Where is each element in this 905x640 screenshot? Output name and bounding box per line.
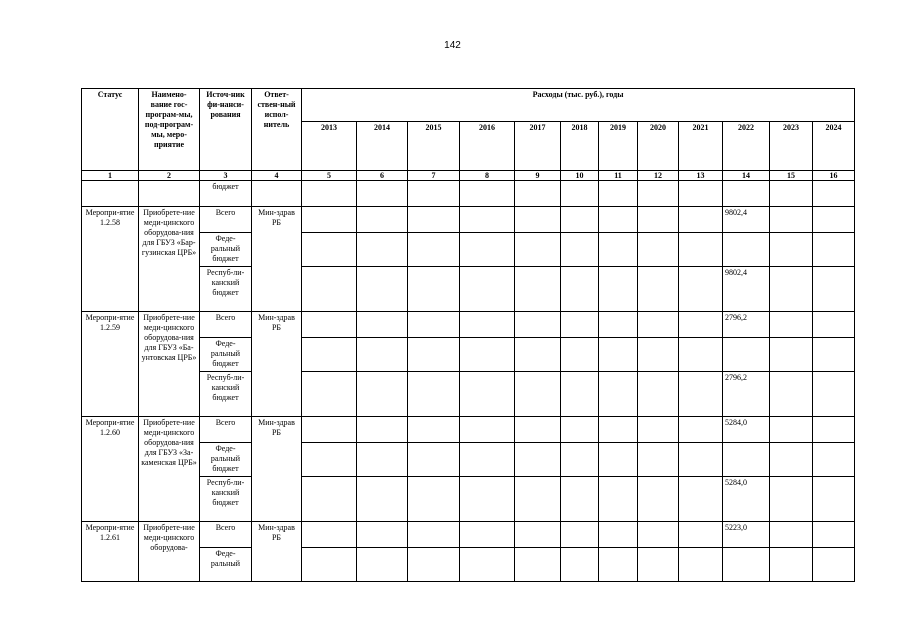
column-number: 3 [200, 171, 252, 181]
year-value-cell [408, 338, 460, 372]
year-value-cell [679, 338, 723, 372]
year-value-cell [302, 312, 357, 338]
year-value-cell [408, 233, 460, 267]
year-value-cell [770, 267, 813, 312]
year-value-cell [599, 372, 638, 417]
table-row [82, 312, 855, 338]
year-value-cell [679, 372, 723, 417]
year-value-cell [679, 522, 723, 548]
value-2022-cell: 2796,2 [723, 372, 770, 417]
table-row [82, 181, 855, 207]
measure-status-cell: Меропри-ятие 1.2.59 [82, 312, 139, 417]
value-2022-cell [723, 443, 770, 477]
year-value-cell [357, 443, 408, 477]
year-value-cell [460, 207, 515, 233]
year-value-cell [599, 233, 638, 267]
column-number: 16 [813, 171, 855, 181]
year-value-cell [813, 443, 855, 477]
year-value-cell [460, 477, 515, 522]
year-value-cell [302, 372, 357, 417]
column-number: 5 [302, 171, 357, 181]
year-value-cell [679, 548, 723, 582]
year-value-cell [357, 417, 408, 443]
year-value-cell [770, 338, 813, 372]
measure-status-cell: Меропри-ятие 1.2.60 [82, 417, 139, 522]
funding-source-cell: Всего [200, 417, 252, 443]
year-value-cell [638, 312, 679, 338]
year-value-cell [408, 548, 460, 582]
year-value-cell [561, 233, 599, 267]
year-value-cell [357, 312, 408, 338]
year-value-cell [638, 477, 679, 522]
year-value-cell [408, 312, 460, 338]
year-value-cell [638, 233, 679, 267]
year-value-cell [357, 233, 408, 267]
page-number: 142 [444, 40, 461, 51]
column-number: 12 [638, 171, 679, 181]
funding-source-cell: Феде-ральный [200, 548, 252, 582]
value-2022-cell: 5284,0 [723, 417, 770, 443]
value-2022-cell [723, 233, 770, 267]
year-value-cell [599, 312, 638, 338]
year-value-cell [770, 417, 813, 443]
year-value-cell [460, 372, 515, 417]
year-value-cell [561, 417, 599, 443]
year-value-cell [813, 548, 855, 582]
year-header: 2023 [770, 122, 813, 171]
column-number: 7 [408, 171, 460, 181]
year-value-cell [679, 477, 723, 522]
funding-source-cell: Всего [200, 207, 252, 233]
year-value-cell [561, 477, 599, 522]
year-value-cell [561, 372, 599, 417]
year-value-cell [302, 443, 357, 477]
year-header: 2020 [638, 122, 679, 171]
col-header-source: Источ-ник фи-нанси-рования [200, 89, 252, 171]
year-value-cell [813, 207, 855, 233]
header-row [82, 89, 855, 122]
year-value-cell [638, 443, 679, 477]
expenses-table [81, 88, 855, 582]
table-body [82, 181, 855, 582]
year-value-cell [813, 267, 855, 312]
value-2022-cell: 5223,0 [723, 522, 770, 548]
year-value-cell [408, 522, 460, 548]
funding-source-cell: Респуб-ли-канский бюджет [200, 477, 252, 522]
column-number: 4 [252, 171, 302, 181]
year-value-cell [460, 522, 515, 548]
funding-source-cell: Феде-ральный бюджет [200, 443, 252, 477]
year-value-cell [813, 233, 855, 267]
funding-source-cell: бюджет [200, 181, 252, 207]
value-2022-cell: 9802,4 [723, 207, 770, 233]
column-number: 14 [723, 171, 770, 181]
col-header-executor: Ответ-ствен-ный испол-нитель [252, 89, 302, 171]
funding-source-cell: Респуб-ли-канский бюджет [200, 372, 252, 417]
year-value-cell [813, 417, 855, 443]
year-header: 2015 [408, 122, 460, 171]
col-header-status: Статус [82, 89, 139, 171]
measure-status-cell: Меропри-ятие 1.2.61 [82, 522, 139, 582]
column-number: 8 [460, 171, 515, 181]
column-number: 9 [515, 171, 561, 181]
year-value-cell [638, 417, 679, 443]
measure-name-cell: Приобрете-ние меди-цинского оборудова- [139, 522, 200, 582]
year-value-cell [813, 338, 855, 372]
year-header: 2017 [515, 122, 561, 171]
year-value-cell [460, 417, 515, 443]
executor-cell: Мин-здрав РБ [252, 417, 302, 522]
year-value-cell [515, 522, 561, 548]
column-number: 11 [599, 171, 638, 181]
year-value-cell [460, 338, 515, 372]
year-value-cell [357, 477, 408, 522]
year-value-cell [561, 312, 599, 338]
year-value-cell [561, 548, 599, 582]
executor-cell: Мин-здрав РБ [252, 522, 302, 582]
value-2022-cell [723, 338, 770, 372]
year-value-cell [302, 207, 357, 233]
year-value-cell [302, 522, 357, 548]
year-value-cell [357, 207, 408, 233]
measure-status-cell: Меропри-ятие 1.2.58 [82, 207, 139, 312]
year-value-cell [770, 372, 813, 417]
executor-cell: Мин-здрав РБ [252, 312, 302, 417]
year-value-cell [770, 207, 813, 233]
year-value-cell [357, 522, 408, 548]
year-value-cell [460, 548, 515, 582]
year-value-cell [599, 522, 638, 548]
year-value-cell [599, 443, 638, 477]
year-value-cell [302, 477, 357, 522]
year-header: 2018 [561, 122, 599, 171]
year-value-cell [679, 443, 723, 477]
year-value-cell [599, 548, 638, 582]
year-value-cell [770, 443, 813, 477]
measure-name-cell: Приобрете-ние меди-цинского оборудова-ния для ГБУЗ «Бар-гузинская ЦРБ» [139, 207, 200, 312]
year-value-cell [561, 207, 599, 233]
year-header: 2021 [679, 122, 723, 171]
column-number: 15 [770, 171, 813, 181]
year-value-cell [561, 267, 599, 312]
year-value-cell [515, 477, 561, 522]
year-value-cell [813, 522, 855, 548]
measure-name-cell: Приобрете-ние меди-цинского оборудова-ния для ГБУЗ «Ба-унтовская ЦРБ» [139, 312, 200, 417]
year-value-cell [770, 233, 813, 267]
table-row [82, 417, 855, 443]
value-2022-cell [723, 548, 770, 582]
year-value-cell [357, 267, 408, 312]
year-header: 2016 [460, 122, 515, 171]
executor-cell: Мин-здрав РБ [252, 207, 302, 312]
funding-source-cell: Респуб-ли-канский бюджет [200, 267, 252, 312]
year-value-cell [638, 267, 679, 312]
column-number: 2 [139, 171, 200, 181]
funding-source-cell: Всего [200, 312, 252, 338]
year-header: 2024 [813, 122, 855, 171]
year-value-cell [515, 417, 561, 443]
year-value-cell [302, 548, 357, 582]
year-value-cell [408, 207, 460, 233]
year-value-cell [460, 233, 515, 267]
year-value-cell [770, 477, 813, 522]
table-row [82, 207, 855, 233]
year-value-cell [460, 267, 515, 312]
year-value-cell [638, 207, 679, 233]
year-value-cell [408, 267, 460, 312]
year-value-cell [515, 233, 561, 267]
year-value-cell [515, 548, 561, 582]
value-2022-cell: 5284,0 [723, 477, 770, 522]
column-number: 10 [561, 171, 599, 181]
measure-name-cell: Приобрете-ние меди-цинского оборудова-ния для ГБУЗ «За-каменская ЦРБ» [139, 417, 200, 522]
year-value-cell [770, 522, 813, 548]
column-number: 6 [357, 171, 408, 181]
year-header: 2022 [723, 122, 770, 171]
funding-source-cell: Феде-ральный бюджет [200, 338, 252, 372]
year-value-cell [515, 372, 561, 417]
year-value-cell [408, 477, 460, 522]
funding-source-cell: Феде-ральный бюджет [200, 233, 252, 267]
year-value-cell [599, 338, 638, 372]
year-value-cell [302, 233, 357, 267]
year-value-cell [302, 417, 357, 443]
year-value-cell [813, 372, 855, 417]
column-number: 1 [82, 171, 139, 181]
year-value-cell [515, 267, 561, 312]
year-value-cell [561, 338, 599, 372]
year-value-cell [515, 338, 561, 372]
year-value-cell [638, 548, 679, 582]
year-value-cell [302, 338, 357, 372]
col-header-expenses: Расходы (тыс. руб.), годы [302, 89, 855, 122]
column-number: 13 [679, 171, 723, 181]
year-value-cell [599, 477, 638, 522]
year-value-cell [813, 312, 855, 338]
year-value-cell [357, 372, 408, 417]
year-value-cell [408, 372, 460, 417]
year-value-cell [679, 417, 723, 443]
year-value-cell [679, 267, 723, 312]
year-header: 2013 [302, 122, 357, 171]
year-value-cell [561, 443, 599, 477]
year-value-cell [357, 548, 408, 582]
year-value-cell [515, 207, 561, 233]
year-value-cell [460, 312, 515, 338]
year-value-cell [515, 443, 561, 477]
year-value-cell [679, 233, 723, 267]
table-row [82, 522, 855, 548]
year-value-cell [561, 522, 599, 548]
year-value-cell [599, 207, 638, 233]
year-value-cell [408, 417, 460, 443]
year-value-cell [515, 312, 561, 338]
year-value-cell [770, 548, 813, 582]
year-value-cell [599, 267, 638, 312]
column-number-row [82, 171, 855, 181]
value-2022-cell: 9802,4 [723, 267, 770, 312]
year-value-cell [638, 372, 679, 417]
year-value-cell [638, 522, 679, 548]
year-value-cell [408, 443, 460, 477]
year-value-cell [357, 338, 408, 372]
year-value-cell [460, 443, 515, 477]
col-header-name: Наимено-вание гос-програм-мы, под-програм-мы, меро-приятие [139, 89, 200, 171]
year-value-cell [302, 267, 357, 312]
funding-source-cell: Всего [200, 522, 252, 548]
year-value-cell [770, 312, 813, 338]
year-header: 2014 [357, 122, 408, 171]
year-value-cell [599, 417, 638, 443]
year-header: 2019 [599, 122, 638, 171]
year-value-cell [813, 477, 855, 522]
year-value-cell [679, 207, 723, 233]
year-value-cell [638, 338, 679, 372]
value-2022-cell: 2796,2 [723, 312, 770, 338]
year-value-cell [679, 312, 723, 338]
